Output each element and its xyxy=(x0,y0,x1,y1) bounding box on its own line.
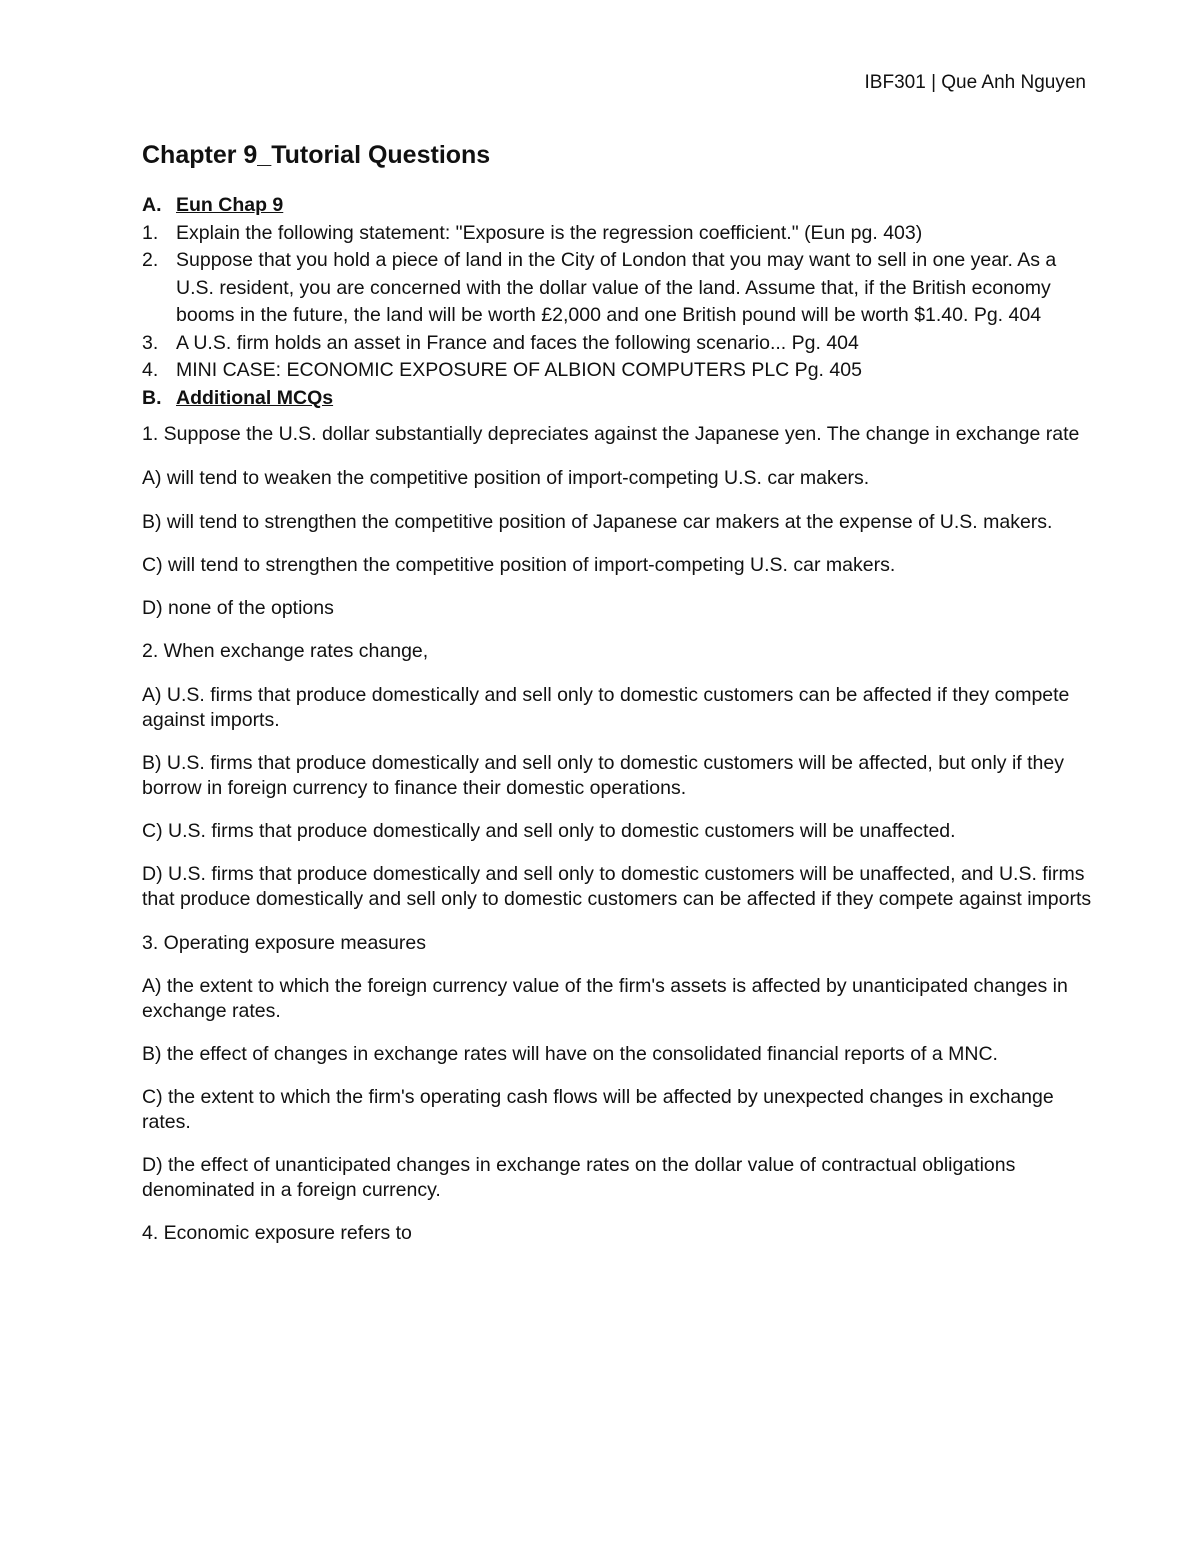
question-2: 2. When exchange rates change, xyxy=(142,640,429,662)
question-3-option-c: C) the extent to which the firm's operating cash flows will be affected by unexpected changes in exchange rates. xyxy=(142,1086,1054,1133)
list-item-number: 4. xyxy=(142,359,159,381)
list-item-number: 1. xyxy=(142,221,159,244)
list-item-text: Suppose that you hold a piece of land in the City of London that you may want to sell in one year. As a U.S. resident, you are concerned with the dollar value of the land. Assume that, if the British economy booms in the future, the land will be worth £2,000 and one British pound will be worth $1.40. Pg. 404 xyxy=(176,249,1057,326)
page-title: Chapter 9_Tutorial Questions xyxy=(142,141,491,169)
question-3-option-d: D) the effect of unanticipated changes in exchange rates on the dollar value of contractual obligations denominated in a foreign currency. xyxy=(142,1154,1016,1201)
question-1: 1. Suppose the U.S. dollar substantially depreciates against the Japanese yen. The change in exchange rate xyxy=(142,423,1080,445)
question-1-option-d: D) none of the options xyxy=(142,597,334,619)
document-body xyxy=(142,138,1092,1246)
section-b-marker: B. xyxy=(142,386,162,409)
question-2-option-c: C) U.S. firms that produce domestically and sell only to domestic customers will be unaffected. xyxy=(142,820,956,842)
list-item-text: MINI CASE: ECONOMIC EXPOSURE OF ALBION COMPUTERS PLC Pg. 405 xyxy=(176,359,862,381)
question-2-option-d: D) U.S. firms that produce domestically and sell only to domestic customers will be unaffected, and U.S. firms that produce domestically and sell only to domestic customers can be affected if they compete against imports xyxy=(142,863,1092,910)
list-item-number: 2. xyxy=(142,249,159,271)
section-b-heading xyxy=(142,385,1092,413)
question-3: 3. Operating exposure measures xyxy=(142,932,426,954)
question-2-option-a: A) U.S. firms that produce domestically and sell only to domestic customers can be affected if they compete against imports. xyxy=(142,684,1070,731)
question-1-option-a: A) will tend to weaken the competitive position of import-competing U.S. car makers. xyxy=(142,467,870,489)
section-b-label: Additional MCQs xyxy=(176,386,334,409)
question-3-option-b: B) the effect of changes in exchange rates will have on the consolidated financial reports of a MNC. xyxy=(142,1043,998,1065)
question-4: 4. Economic exposure refers to xyxy=(142,1222,412,1244)
list-item xyxy=(142,247,1092,330)
list-item xyxy=(142,330,1092,358)
list-item xyxy=(142,357,1092,385)
section-a-list xyxy=(142,192,1092,412)
question-2-option-b: B) U.S. firms that produce domestically and sell only to domestic customers will be affected, but only if they borrow in foreign currency to finance their domestic operations. xyxy=(142,752,1064,799)
question-1-option-c: C) will tend to strengthen the competitive position of import-competing U.S. car makers. xyxy=(142,554,896,576)
section-a-label: Eun Chap 9 xyxy=(176,194,284,216)
page-header: IBF301 | Que Anh Nguyen xyxy=(864,72,1086,93)
section-a-heading xyxy=(142,192,1092,220)
list-item-text: A U.S. firm holds an asset in France and faces the following scenario... Pg. 404 xyxy=(176,331,859,354)
list-item-number: 3. xyxy=(142,331,159,354)
list-item-text: Explain the following statement: "Exposure is the regression coefficient." (Eun pg. 403) xyxy=(176,221,923,244)
list-item xyxy=(142,220,1092,248)
section-a-marker: A. xyxy=(142,194,162,216)
question-3-option-a: A) the extent to which the foreign currency value of the firm's assets is affected by unanticipated changes in exchange rates. xyxy=(142,975,1068,1022)
question-1-option-b: B) will tend to strengthen the competitive position of Japanese car makers at the expense of U.S. makers. xyxy=(142,511,1053,533)
